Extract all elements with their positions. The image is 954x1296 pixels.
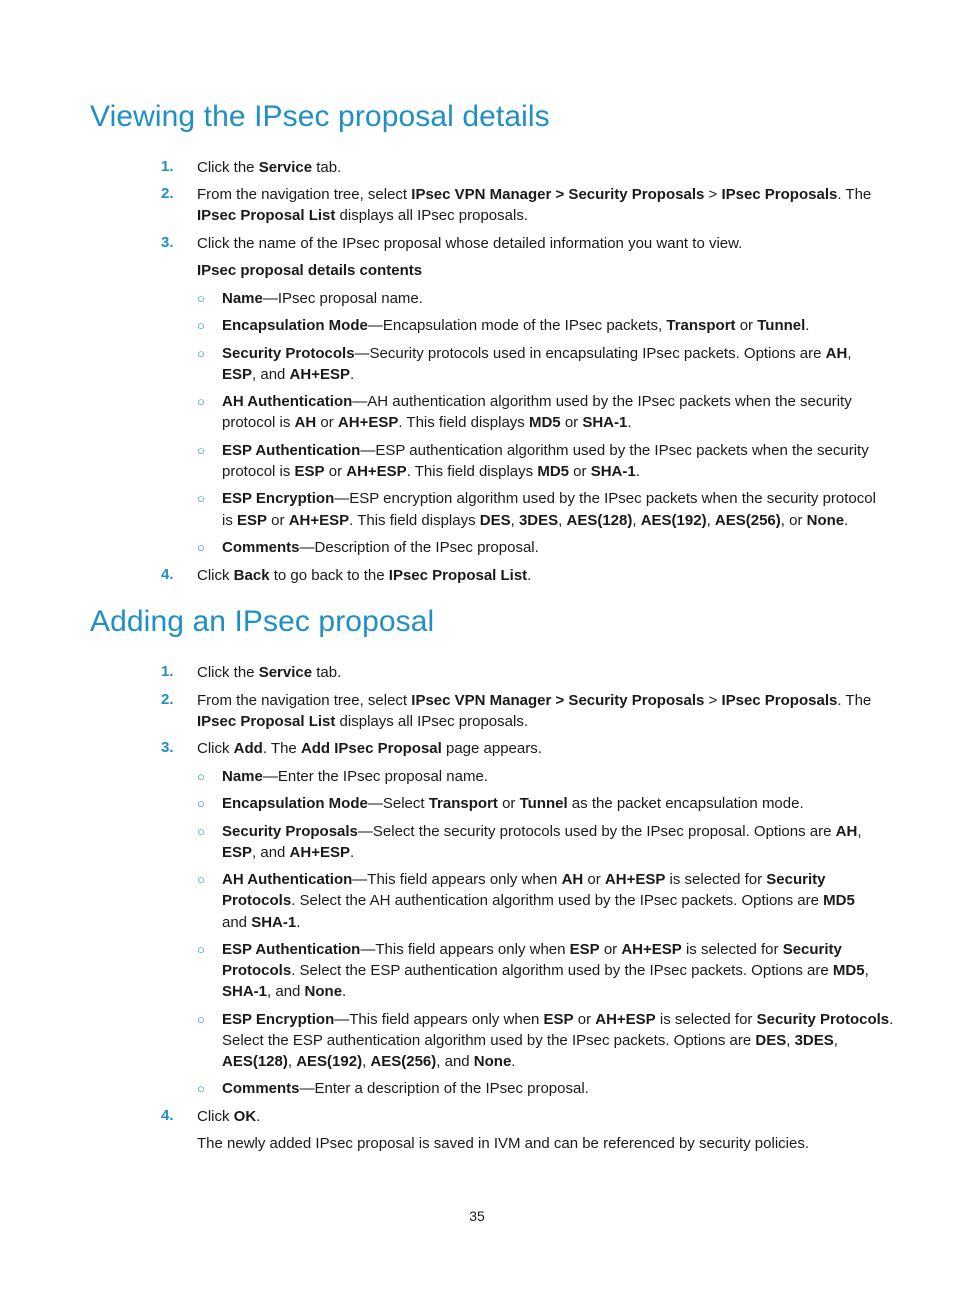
step-number: 3. — [161, 739, 174, 756]
bullet-text: Protocols. Select the AH authentication algorithm used by the IPsec packets. Options are MD5 — [222, 892, 855, 909]
step-text: Click OK. — [197, 1108, 261, 1125]
sub-label: IPsec proposal details contents — [197, 262, 423, 279]
section-heading-viewing: Viewing the IPsec proposal details — [90, 100, 550, 133]
hollow-circle-bullet-icon: ○ — [197, 796, 205, 811]
step-number: 4. — [161, 566, 174, 583]
hollow-circle-bullet-icon: ○ — [197, 824, 205, 839]
step-text: From the navigation tree, select IPsec VPN Manager > Security Proposals > IPsec Proposals. The — [197, 186, 872, 203]
page-number: 35 — [469, 1208, 485, 1224]
bullet-text: Comments—Enter a description of the IPsec proposal. — [222, 1080, 589, 1097]
step-number: 2. — [161, 185, 174, 202]
hollow-circle-bullet-icon: ○ — [197, 291, 205, 306]
bullet-text: ESP, and AH+ESP. — [222, 844, 355, 861]
bullet-text: ESP, and AH+ESP. — [222, 366, 355, 383]
bullet-text: Name—IPsec proposal name. — [222, 290, 423, 307]
bullet-text: Select the ESP authentication algorithm used by the IPsec packets. Options are DES, 3DES, — [222, 1032, 838, 1049]
hollow-circle-bullet-icon: ○ — [197, 1081, 205, 1096]
bullet-text: protocol is AH or AH+ESP. This field displays MD5 or SHA-1. — [222, 414, 632, 431]
hollow-circle-bullet-icon: ○ — [197, 394, 205, 409]
hollow-circle-bullet-icon: ○ — [197, 346, 205, 361]
hollow-circle-bullet-icon: ○ — [197, 491, 205, 506]
step-number: 4. — [161, 1107, 174, 1124]
bullet-text: ESP Authentication—ESP authentication algorithm used by the IPsec packets when the security — [222, 442, 869, 459]
hollow-circle-bullet-icon: ○ — [197, 769, 205, 784]
bullet-text: Security Proposals—Select the security protocols used by the IPsec proposal. Options are AH, — [222, 823, 862, 840]
bullet-text: ESP Encryption—This field appears only when ESP or AH+ESP is selected for Security Protocols. — [222, 1011, 894, 1028]
step-number: 1. — [161, 663, 174, 680]
step-text: Click the name of the IPsec proposal whose detailed information you want to view. — [197, 235, 743, 252]
bullet-text: SHA-1, and None. — [222, 983, 347, 1000]
step-number: 2. — [161, 691, 174, 708]
bullet-text: AH Authentication—This field appears only when AH or AH+ESP is selected for Security — [222, 871, 826, 888]
bullet-text: Protocols. Select the ESP authentication algorithm used by the IPsec packets. Options are MD5, — [222, 962, 869, 979]
step-text: Click the Service tab. — [197, 159, 342, 176]
step-text: Click the Service tab. — [197, 664, 342, 681]
bullet-text: protocol is ESP or AH+ESP. This field displays MD5 or SHA-1. — [222, 463, 640, 480]
bullet-text: and SHA-1. — [222, 914, 301, 931]
bullet-text: is ESP or AH+ESP. This field displays DES, 3DES, AES(128), AES(192), AES(256), or None. — [222, 512, 849, 529]
step-text: Click Add. The Add IPsec Proposal page appears. — [197, 740, 542, 757]
bullet-text: AES(128), AES(192), AES(256), and None. — [222, 1053, 516, 1070]
hollow-circle-bullet-icon: ○ — [197, 540, 205, 555]
section-heading-adding: Adding an IPsec proposal — [90, 605, 435, 638]
bullet-text: Name—Enter the IPsec proposal name. — [222, 768, 488, 785]
bullet-text: AH Authentication—AH authentication algorithm used by the IPsec packets when the security — [222, 393, 852, 410]
bullet-text: Security Protocols—Security protocols used in encapsulating IPsec packets. Options are AH, — [222, 345, 852, 362]
step-text: IPsec Proposal List displays all IPsec proposals. — [197, 207, 528, 224]
step-number: 1. — [161, 158, 174, 175]
bullet-text: Encapsulation Mode—Select Transport or Tunnel as the packet encapsulation mode. — [222, 795, 804, 812]
bullet-text: ESP Authentication—This field appears only when ESP or AH+ESP is selected for Security — [222, 941, 842, 958]
hollow-circle-bullet-icon: ○ — [197, 872, 205, 887]
hollow-circle-bullet-icon: ○ — [197, 443, 205, 458]
hollow-circle-bullet-icon: ○ — [197, 942, 205, 957]
step-number: 3. — [161, 234, 174, 251]
note-text: The newly added IPsec proposal is saved in IVM and can be referenced by security policies. — [197, 1135, 809, 1152]
step-text: From the navigation tree, select IPsec VPN Manager > Security Proposals > IPsec Proposals. The — [197, 692, 872, 709]
step-text: IPsec Proposal List displays all IPsec proposals. — [197, 713, 528, 730]
bullet-text: Comments—Description of the IPsec proposal. — [222, 539, 539, 556]
hollow-circle-bullet-icon: ○ — [197, 318, 205, 333]
step-text: Click Back to go back to the IPsec Proposal List. — [197, 567, 532, 584]
bullet-text: Encapsulation Mode—Encapsulation mode of the IPsec packets, Transport or Tunnel. — [222, 317, 810, 334]
bullet-text: ESP Encryption—ESP encryption algorithm used by the IPsec packets when the security protocol — [222, 490, 876, 507]
hollow-circle-bullet-icon: ○ — [197, 1012, 205, 1027]
